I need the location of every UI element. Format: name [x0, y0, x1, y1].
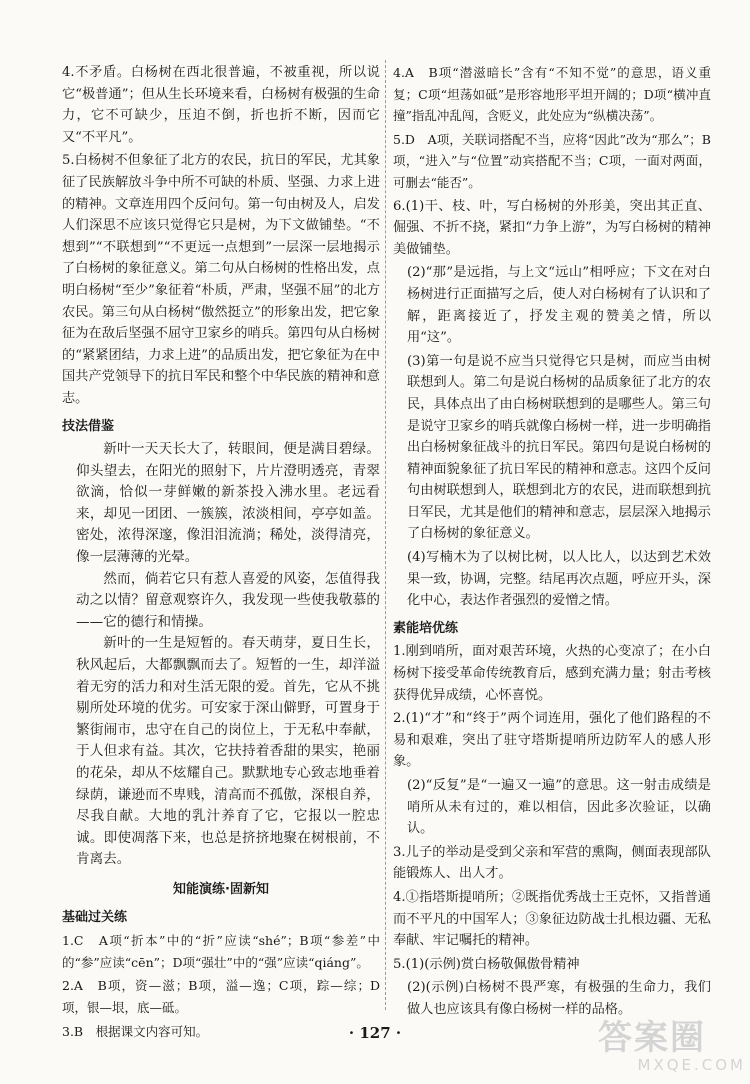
watermark-text: 答案圈: [598, 1018, 706, 1058]
answer-subitem: (4)写楠木为了以树比树，以人比人，以达到艺术效果一致，协调，完整。结尾再次点题，呼应开头，深化中心，表达作者强烈的爱憎之情。: [407, 550, 711, 609]
left-column: [62, 62, 380, 1044]
answer-subitem: (3)第一句是说不应当只觉得它只是树，而应当由树联想到人。第二句是说白杨树的品质象征了北方的农民，具体点出了由白杨树联想到的是哪些人。第三句是说守卫家乡的哨兵就像白杨树一样，进一步明确指出白杨树象征战斗的抗日军民。第四句是说白杨树的精神面貌象征了抗日军民的精神和意志。这四个反问句由树联想到人，联想到北方的农民，进而联想到抗日军民，尤其是他们的精神和意志，层层深入地揭示了白杨树的象征意义。: [407, 353, 711, 542]
answer-item: 6.(1)干、枝、叶，写白杨树的外形美，突出其正直、倔强、不折不挠，紧扣“力争上游”，为写白杨树的精神美做铺垫。: [393, 198, 711, 257]
watermark-logo: [598, 1020, 746, 1080]
section-heading-quality: 素能培优练: [393, 620, 459, 636]
prose-paragraph: 然而，倘若它只有惹人喜爱的风姿，怎值得我动之以情？留意观察许久，我发现一些使我敬慕的——它的德行和情操。: [76, 570, 380, 630]
right-column: [393, 62, 711, 1023]
answer-subitem: (2)“那”是远指，与上文“远山”相呼应；下文在对白杨树进行正面描写之后，使人对白杨树有了认识和了解，距离接近了，抒发主观的赞美之情，所以用“这”。: [407, 265, 711, 346]
answer-item: 3.儿子的举动是受到父亲和军营的熏陶，侧面表现部队能锻炼人、出人才。: [393, 844, 711, 882]
page-number: · 127 ·: [348, 1024, 402, 1042]
answer-item: 4.①指塔斯提哨所；②既指优秀战士王克怀，又指普通而不平凡的中国军人；③象征边防战士扎根边疆、无私奉献、牢记嘱托的精神。: [393, 889, 711, 949]
answer-item: 5.D A项，关联词搭配不当，应将“因此”改为“那么”；B项，“进入”与“位置”动宾搭配不当；C项，一面对两面，可删去“能否”。: [393, 131, 711, 190]
section-heading-technique: 技法借鉴: [62, 418, 115, 434]
answer-item: 5.(1)(示例)赏白杨敬佩傲骨精神: [393, 956, 580, 972]
answer-item: 2.A B项，资—滋；B项，溢—逸；C项，踪—综；D项，银—垠，底—砥。: [62, 978, 380, 1015]
prose-paragraph: 新叶一天天长大了，转眼间，便是满目碧绿。仰头望去，在阳光的照射下，片片澄明透亮，青翠欲滴，恰似一芽鲜嫩的新茶投入沸水里。老远看来，却见一团团、一簇簇，浓淡相间，亭亭如盖。密处，浓得深邃，像泪泪流淌；稀处，淡得清亮，像一层薄薄的光晕。: [76, 441, 380, 566]
answer-item: 1.C A项“折本”中的“折”应读“shé”；B项“参差”中的“参”应读“cēn”；D项“强壮”中的“强”应读“qiáng”。: [62, 933, 380, 970]
section-heading-basic: 基础过关练: [62, 909, 128, 925]
answer-subitem: (2)(示例)白杨树不畏严寒，有极强的生命力，我们做人也应该具有像白杨树一样的品格。: [407, 980, 711, 1017]
section-title: 知能演练·固新知: [173, 881, 269, 897]
watermark-url: MXQE.COM: [637, 1056, 746, 1074]
answer-item: 4.A B项“潜滋暗长”含有“不知不觉”的意思，语义重复；C项“坦荡如砥”是形容地形平坦开阔的；D项“横冲直撞”指乱冲乱闯，含贬义，此处应为“纵横决荡”。: [393, 65, 711, 124]
answer-item: 1.刚到哨所，面对艰苦环境，火热的心变凉了；在小白杨树下接受革命传统教育后，感到充满力量；射击考核获得优异成绩，心怀喜悦。: [393, 644, 711, 703]
answer-item: 3.B 根据课文内容可知。: [62, 1023, 209, 1039]
column-divider: [385, 60, 387, 1010]
answer-subitem: (2)“反复”是“一遍又一遍”的意思。这一射击成绩是哨所从未有过的，难以相信，因此多次验证，以确认。: [407, 778, 711, 837]
answer-item: 5.白杨树不但象征了北方的农民，抗日的军民，尤其象征了民族解放斗争中所不可缺的朴质、坚强、力求上进的精神。文章连用四个反问句。第一句由树及人，启发人们深思不应该只觉得它只是树，为下文做铺垫。“不想到”“不联想到”“不更远一点想到”一层深一层地揭示了白杨树的象征意义。第二句从白杨树的性格出发，点明白杨树“至少”象征着“朴质，严肃，坚强不屈”的北方农民。第三句从白杨树“傲然挺立”的形象出发，把它象征为在敌后坚强不屈守卫家乡的哨兵。第四句从白杨树的“紧紧团结，力求上进”的品质出发，把它象征为在中国共产党领导下的抗日军民和整个中华民族的精神和意志。: [62, 153, 380, 406]
prose-paragraph: 新叶的一生是短暂的。春天萌芽，夏日生长，秋风起后，大都飘飘而去了。短暂的一生，却洋溢着无穷的活力和对生活无限的爱。首先，它从不挑剔所处环境的优劣。可安家于深山僻野，可置身于繁街闹市，忠守在自己的岗位上，于无私中奉献，于人但求有益。其次，它扶持着香甜的果实，艳丽的花朵，却从不炫耀自己。默默地专心致志地垂着绿荫，谦逊而不卑贱，清高而不孤傲，深根自养，尽我自献。大地的乳汁养育了它，它报以一腔忠诚。即使凋落下来，也总是挤挤地聚在树根前，不肯离去。: [76, 635, 380, 868]
answer-item: 4.不矛盾。白杨树在西北很普遍，不被重视，所以说它“极普通”；但从生长环境来看，白杨树有极强的生命力，它不可缺少，压迫不倒，折也折不断，因而它又“不平凡”。: [62, 65, 380, 145]
answer-item: 2.(1)“才”和“终于”两个词连用，强化了他们路程的不易和艰难，突出了驻守塔斯提哨所边防军人的感人形象。: [393, 711, 711, 770]
